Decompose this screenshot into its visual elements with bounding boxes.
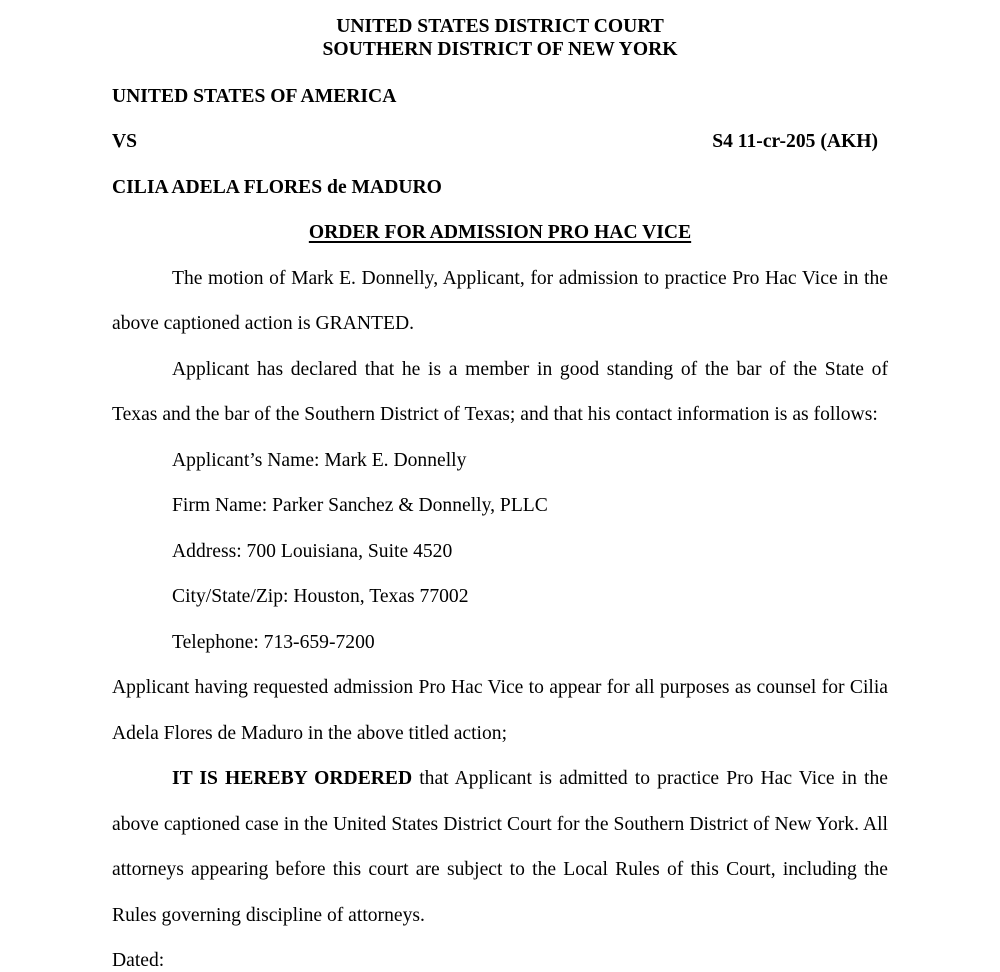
order-title: [112, 210, 888, 256]
case-number: S4 11-cr-205 (AKH): [712, 131, 878, 152]
order-clause-bold: IT IS HEREBY ORDERED: [172, 768, 413, 789]
paragraph-declaration: Applicant has declared that he is a member in good standing of the bar of the State of Texas and the bar of the Southern District of Texas; and that his contact information is as follows:: [112, 358, 888, 425]
document-body: [112, 74, 888, 972]
caption-versus-row: [112, 119, 888, 165]
paragraph-request: Applicant having requested admission Pro Hac Vice to appear for all purposes as counsel for Cilia Adela Flores de Maduro in the above titled action;: [112, 677, 888, 744]
court-district: SOUTHERN DISTRICT OF NEW YORK: [322, 38, 678, 60]
contact-line-applicant-name: Applicant’s Name: Mark E. Donnelly: [172, 449, 467, 471]
order-title-text: ORDER FOR ADMISSION PRO HAC VICE: [308, 222, 692, 243]
paragraph-order: [112, 756, 888, 938]
court-header: [112, 16, 888, 62]
order-clause-rest: that Applicant is admitted to practice Pro Hac Vice in the above captioned case in the United States District Court for the Southern District of New York. All attorneys appearing before this court are subject to the Local Rules of this Court, including the Rules governing discipline of attorneys.: [112, 768, 888, 926]
dated-label: Dated:: [112, 950, 165, 971]
paragraph-motion: The motion of Mark E. Donnelly, Applicant, for admission to practice Pro Hac Vice in the above captioned action is GRANTED.: [112, 267, 888, 334]
contact-line-telephone: Telephone: 713-659-7200: [172, 631, 375, 653]
contact-line-firm-name: Firm Name: Parker Sanchez & Donnelly, PLLC: [172, 495, 548, 516]
court-name: UNITED STATES DISTRICT COURT: [336, 16, 664, 37]
contact-info-block: [112, 438, 888, 666]
contact-line-city-state-zip: City/State/Zip: Houston, Texas 77002: [172, 586, 469, 607]
caption-plaintiff: UNITED STATES OF AMERICA: [112, 85, 397, 107]
caption-vs: VS: [112, 131, 138, 152]
contact-line-address: Address: 700 Louisiana, Suite 4520: [172, 540, 453, 562]
caption-defendant: CILIA ADELA FLORES de MADURO: [112, 176, 442, 198]
